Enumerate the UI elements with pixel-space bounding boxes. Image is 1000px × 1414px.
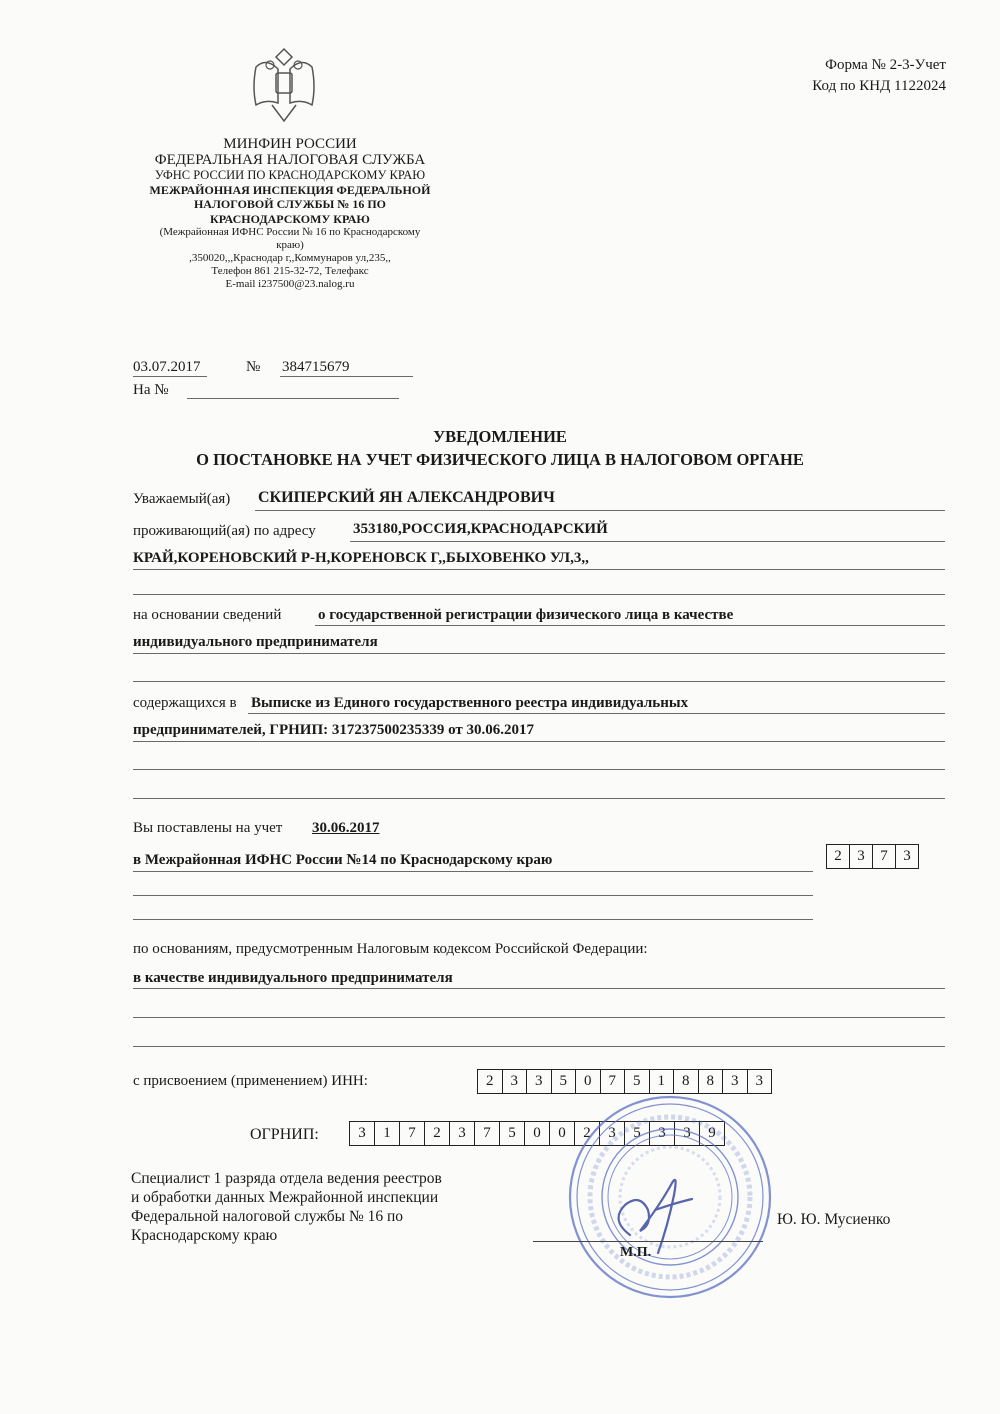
ogrnip-digit: 0 (524, 1122, 549, 1145)
inn-digit: 8 (698, 1070, 723, 1093)
inn-digit: 5 (551, 1070, 576, 1093)
registered-label: Вы поставлены на учет (133, 820, 283, 836)
inn-digit: 3 (747, 1070, 772, 1093)
inn-digit: 3 (722, 1070, 747, 1093)
grounds-value: в качестве индивидуального предпринимателя (133, 970, 453, 986)
ogrnip-digit: 3 (649, 1122, 674, 1145)
ufns-name: УФНС РОССИИ ПО КРАСНОДАРСКОМУ КРАЮ (154, 168, 426, 182)
ogrnip-digit: 3 (449, 1122, 474, 1145)
ogrnip-digit: 9 (699, 1122, 724, 1145)
grounds-label: по основаниям, предусмотренным Налоговым кодексом Российской Федерации: (133, 941, 648, 957)
inn-digit: 3 (502, 1070, 527, 1093)
inspection-name-line1: МЕЖРАЙОННАЯ ИНСПЕКЦИЯ ФЕДЕРАЛЬНОЙ (149, 182, 431, 197)
knd-code: Код по КНД 1122024 (812, 78, 946, 94)
ogrnip-digit: 3 (599, 1122, 624, 1145)
ogrnip-digit: 7 (399, 1122, 424, 1145)
form-identifier (812, 55, 946, 97)
issuing-authority-block (120, 136, 460, 291)
code-digit: 3 (895, 845, 918, 868)
person-full-name: СКИПЕРСКИЙ ЯН АЛЕКСАНДРОВИЧ (258, 489, 555, 506)
person-address-line1: 353180,РОССИЯ,КРАСНОДАРСКИЙ (353, 521, 608, 537)
signatory-position-line3: Федеральной налоговой службы № 16 по (131, 1208, 404, 1225)
inn-digit: 5 (624, 1070, 649, 1093)
inspection-name-line3: КРАСНОДАРСКОМУ КРАЮ (210, 211, 370, 226)
ogrnip-digit: 5 (499, 1122, 524, 1145)
code-digit: 2 (834, 848, 842, 864)
inn-digit: 3 (526, 1070, 551, 1093)
greeting-label: Уважаемый(ая) (133, 491, 231, 507)
registration-number: 384715679 (282, 359, 350, 375)
registration-number-sign: № (246, 359, 261, 375)
service-name: ФЕДЕРАЛЬНАЯ НАЛОГОВАЯ СЛУЖБА (154, 152, 426, 168)
registration-date: 03.07.2017 (133, 359, 201, 375)
reply-to-label: На № (133, 382, 169, 398)
registered-date: 30.06.2017 (312, 820, 380, 836)
code-digit: 7 (872, 845, 895, 868)
signatory-position (131, 1169, 442, 1245)
state-emblem-icon (246, 43, 322, 127)
ogrnip-digit: 0 (549, 1122, 574, 1145)
basis-text-line1: о государственной регистрации физического лица в качестве (318, 607, 734, 623)
ogrnip-digit: 5 (624, 1122, 649, 1145)
signatory-position-line4: Краснодарскому краю (131, 1227, 278, 1244)
ogrnip-digit: 3 (358, 1125, 366, 1141)
basis-label: на основании сведений (133, 607, 282, 623)
stamp-place-label: М.П. (620, 1245, 652, 1260)
inn-digit: 2 (486, 1073, 494, 1089)
signer-name: Ю. Ю. Мусиенко (777, 1211, 891, 1228)
ogrnip-digit: 3 (674, 1122, 699, 1145)
source-text-line2: предпринимателей, ГРНИП: 317237500235339 от 30.06.2017 (133, 722, 535, 738)
basis-text-line2: индивидуального предпринимателя (133, 634, 378, 650)
ogrnip-digit: 2 (574, 1122, 599, 1145)
inn-digit: 7 (600, 1070, 625, 1093)
inspection-phone: Телефон 861 215-32-72, Телефакс (211, 265, 369, 277)
ministry-name: МИНФИН РОССИИ (223, 136, 357, 152)
registered-authority: в Межрайонная ИФНС России №14 по Краснодарскому краю (133, 852, 553, 868)
inspection-short-name-line2: краю) (276, 239, 304, 251)
inn-label: с присвоением (применением) ИНН: (133, 1073, 368, 1089)
inn-digit: 1 (649, 1070, 674, 1093)
inspection-email: E-mail i237500@23.nalog.ru (225, 278, 355, 290)
inspection-address: ,350020,,,Краснодар г,,Коммунаров ул,235,, (189, 252, 391, 264)
form-number: Форма № 2-3-Учет (825, 57, 946, 73)
authority-code-cells (826, 844, 919, 869)
person-address-line2: КРАЙ,КОРЕНОВСКИЙ Р-Н,КОРЕНОВСК Г,,БЫХОВЕНКО УЛ,3,, (133, 550, 589, 566)
inspection-name-line2: НАЛОГОВОЙ СЛУЖБЫ № 16 ПО (193, 197, 387, 211)
address-label: проживающий(ая) по адресу (133, 523, 316, 539)
inn-digit: 8 (673, 1070, 698, 1093)
handwritten-signature-icon (600, 1165, 710, 1260)
signatory-position-line2: и обработки данных Межрайонной инспекции (131, 1189, 439, 1206)
source-label: содержащихся в (133, 695, 237, 711)
code-digit: 3 (849, 845, 872, 868)
document-subtitle: О ПОСТАНОВКЕ НА УЧЕТ ФИЗИЧЕСКОГО ЛИЦА В НАЛОГОВОМ ОРГАНЕ (196, 450, 804, 469)
source-text-line1: Выписке из Единого государственного реестра индивидуальных (251, 695, 689, 711)
signatory-position-line1: Специалист 1 разряда отдела ведения реестров (131, 1170, 442, 1187)
ogrnip-digit: 7 (474, 1122, 499, 1145)
ogrnip-digit: 2 (424, 1122, 449, 1145)
ogrnip-digit: 1 (374, 1122, 399, 1145)
ogrnip-label: ОГРНИП: (250, 1126, 319, 1143)
inspection-short-name-line1: (Межрайонная ИФНС России № 16 по Краснодарскому (159, 226, 421, 238)
document-title: УВЕДОМЛЕНИЕ (433, 427, 567, 446)
inn-digit: 0 (575, 1070, 600, 1093)
